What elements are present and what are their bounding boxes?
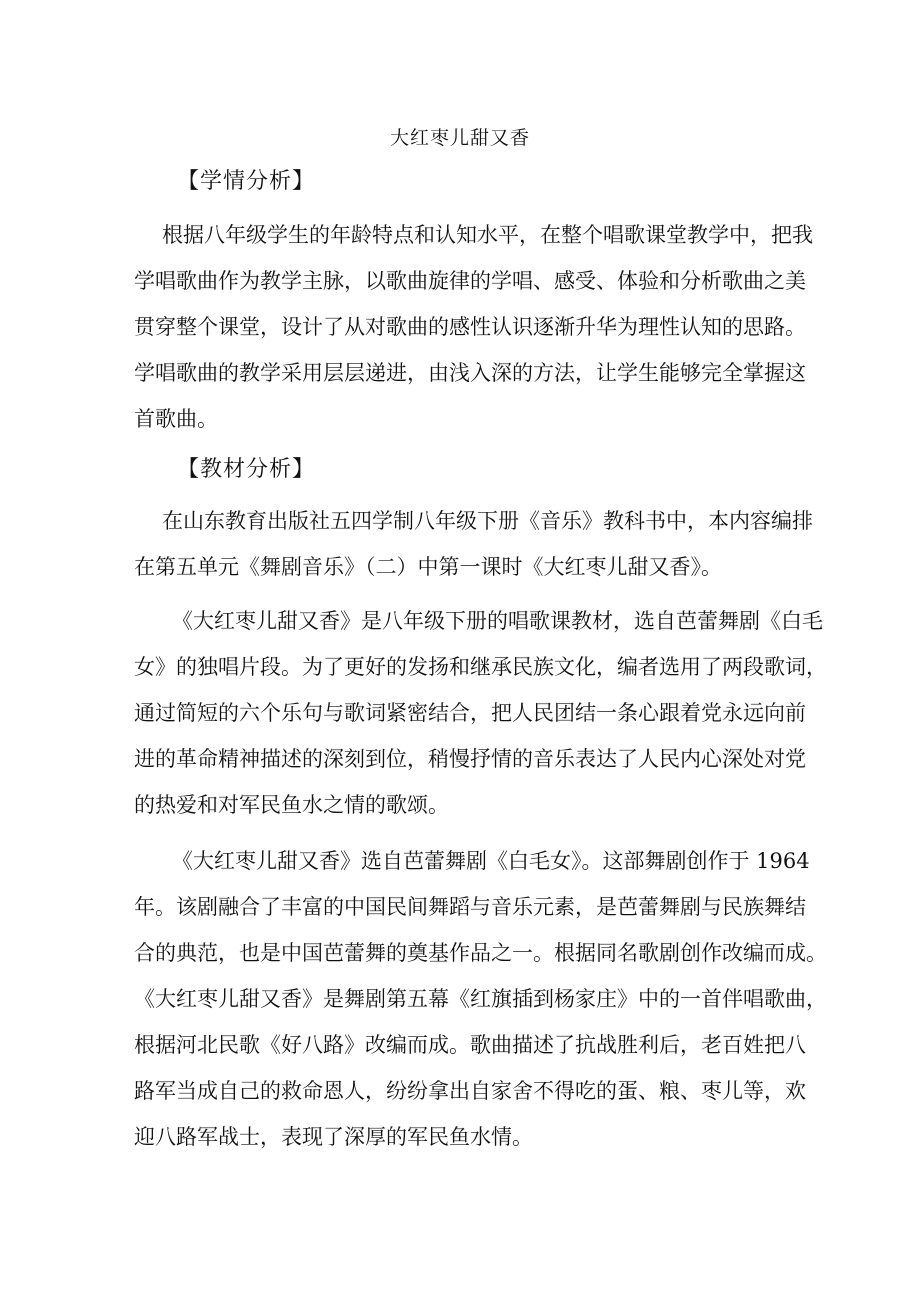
paragraph-textbook-location: [134, 498, 813, 590]
paragraph-line: 根据八年级学生的年龄特点和认知水平，在整个唱歌课堂教学中，把我: [162, 223, 813, 247]
paragraph-line: 进的革命精神描述的深刻到位，稍慢抒情的音乐表达了人民内心深处对党: [134, 747, 806, 771]
paragraph-line: 《大红枣儿甜又香》选自芭蕾舞剧《白毛女》。这部舞剧创作于 1964: [172, 849, 810, 873]
paragraph-line: 女》的独唱片段。为了更好的发扬和继承民族文化，编者选用了两段歌词，: [134, 655, 827, 679]
paragraph-line: 在第五单元《舞剧音乐》（二）中第一课时《大红枣儿甜又香》。: [134, 555, 722, 579]
paragraph-line: 路军当成自己的救命恩人，纷纷拿出自家舍不得吃的蛋、粮、枣儿等，欢: [134, 1079, 806, 1103]
paragraph-line: 通过简短的六个乐句与歌词紧密结合，把人民团结一条心跟着党永远向前: [134, 701, 806, 725]
paragraph-ballet-background: [134, 838, 827, 1160]
paragraph-line: 根据河北民歌《好八路》改编而成。歌曲描述了抗战胜利后，老百姓把八: [134, 1033, 806, 1057]
paragraph-line: 学唱歌曲的教学采用层层递进，由浅入深的方法，让学生能够完全掌握这: [134, 361, 806, 385]
paragraph-line: 年。该剧融合了丰富的中国民间舞蹈与音乐元素，是芭蕾舞剧与民族舞结: [134, 895, 806, 919]
paragraph-student-analysis: [134, 212, 813, 442]
paragraph-line: 迎八路军战士，表现了深厚的军民鱼水情。: [134, 1125, 533, 1149]
section-heading-material-analysis: 【教材分析】: [177, 457, 316, 482]
paragraph-line: 的热爱和对军民鱼水之情的歌颂。: [134, 793, 449, 817]
paragraph-song-overview: [134, 598, 827, 828]
paragraph-line: 贯穿整个课堂，设计了从对歌曲的感性认识逐渐升华为理性认知的思路。: [134, 315, 806, 339]
paragraph-line: 《大红枣儿甜又香》是舞剧第五幕《红旗插到杨家庄》中的一首伴唱歌曲，: [134, 987, 827, 1011]
section-heading-student-analysis: 【学情分析】: [177, 169, 316, 194]
document-title: 大红枣儿甜又香: [389, 127, 530, 149]
paragraph-line: 学唱歌曲作为教学主脉，以歌曲旋律的学唱、感受、体验和分析歌曲之美: [134, 269, 806, 293]
paragraph-line: 在山东教育出版社五四学制八年级下册《音乐》教科书中，本内容编排: [162, 509, 813, 533]
paragraph-line: 《大红枣儿甜又香》是八年级下册的唱歌课教材，选自芭蕾舞剧《白毛: [172, 609, 823, 633]
paragraph-line: 首歌曲。: [134, 407, 218, 431]
paragraph-line: 合的典范，也是中国芭蕾舞的奠基作品之一。根据同名歌剧创作改编而成。: [134, 941, 827, 965]
